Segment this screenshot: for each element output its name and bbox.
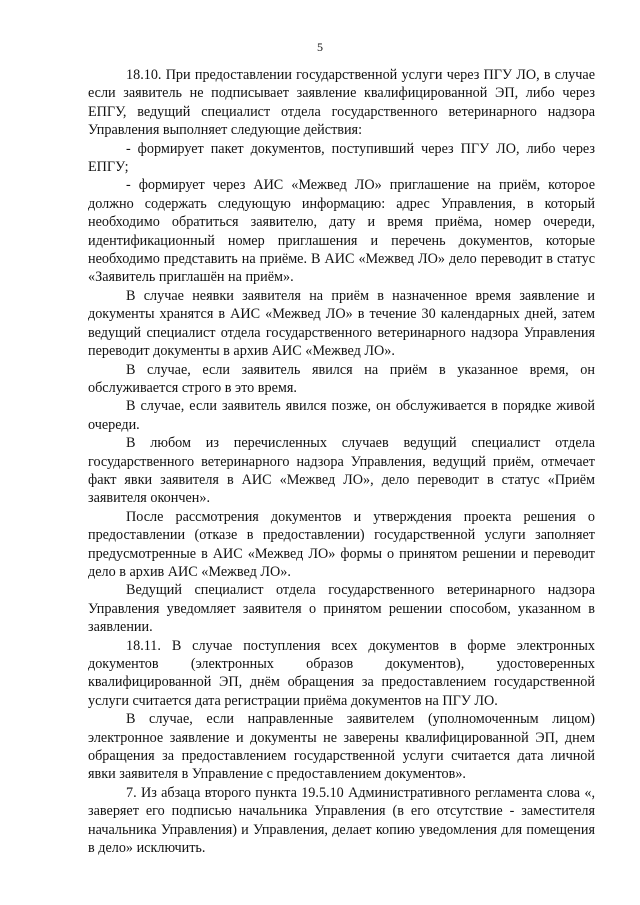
- paragraph-late: В случае, если заявитель явился позже, он обслуживается в порядке живой очереди.: [88, 398, 595, 433]
- paragraph-18-10: 18.10. При предоставлении государственной услуги через ПГУ ЛО, в случае если заявитель не подписывает заявление квалифицированной ЭП, либо через ЕПГУ, ведущий специалист отдела государственного ветеринарного надзора Управления выполняет следующие действия:: [88, 67, 595, 139]
- paragraph-not-certified: В случае, если направленные заявителем (уполномоченным лицом) электронное заявление и документы не заверены квалифицированной ЭП, днем обращения за предоставлением государственной услуги считается дата личной явки заявителя в Управление с предоставлением документов».: [88, 711, 595, 783]
- document-body: [88, 66, 595, 857]
- paragraph-form-invitation: - формирует через АИС «Межвед ЛО» приглашение на приём, которое должно содержать следующую информацию: адрес Управления, в который необходимо обратиться заявителю, дату и время приёма, номер очереди, идентификационный номер приглашения и перечень документов, которые необходимо представить на приёме. В АИС «Межвед ЛО» дело переводит в статус «Заявитель приглашён на приём».: [88, 177, 595, 286]
- paragraph-on-time: В случае, если заявитель явился на приём в указанное время, он обслуживается строго в это время.: [88, 361, 595, 396]
- paragraph-form-package: - формирует пакет документов, поступивший через ПГУ ЛО, либо через ЕПГУ;: [88, 140, 595, 176]
- paragraph-any-case: В любом из перечисленных случаев ведущий специалист отдела государственного ветеринарного надзора Управления, ведущий приём, отмечает факт явки заявителя в АИС «Межвед ЛО», дело переводит в статус «Приём заявителя окончен».: [88, 435, 595, 507]
- paragraph-no-show: В случае неявки заявителя на приём в назначенное время заявление и документы хранятся в АИС «Межвед ЛО» в течение 30 календарных дней, затем ведущий специалист отдела государственного ветеринарного надзора Управления переводит документы в архив АИС «Межвед ЛО».: [88, 287, 595, 360]
- paragraph-notify: Ведущий специалист отдела государственного ветеринарного надзора Управления уведомляет заявителя о принятом решении способом, указанном в заявлении.: [88, 582, 595, 636]
- page-number: 5: [317, 40, 323, 54]
- paragraph-item-7: 7. Из абзаца второго пункта 19.5.10 Административного регламента слова «, заверяет его подписью начальника Управления (в его отсутствие - заместителя начальника Управления) и Управления, делает копию уведомления для помещения в дело» исключить.: [88, 784, 595, 857]
- paragraph-after-review: После рассмотрения документов и утверждения проекта решения о предоставлении (отказе в предоставлении) государственной услуги заполняет предусмотренные в АИС «Межвед ЛО» формы о принятом решении и переводит дело в архив АИС «Межвед ЛО».: [88, 508, 595, 580]
- paragraph-18-11: 18.11. В случае поступления всех документов в форме электронных документов (электронных образов документов), удостоверенных квалифицированной ЭП, днём обращения за предоставлением государственной услуги считается дата регистрации приёма документов на ПГУ ЛО.: [88, 637, 595, 709]
